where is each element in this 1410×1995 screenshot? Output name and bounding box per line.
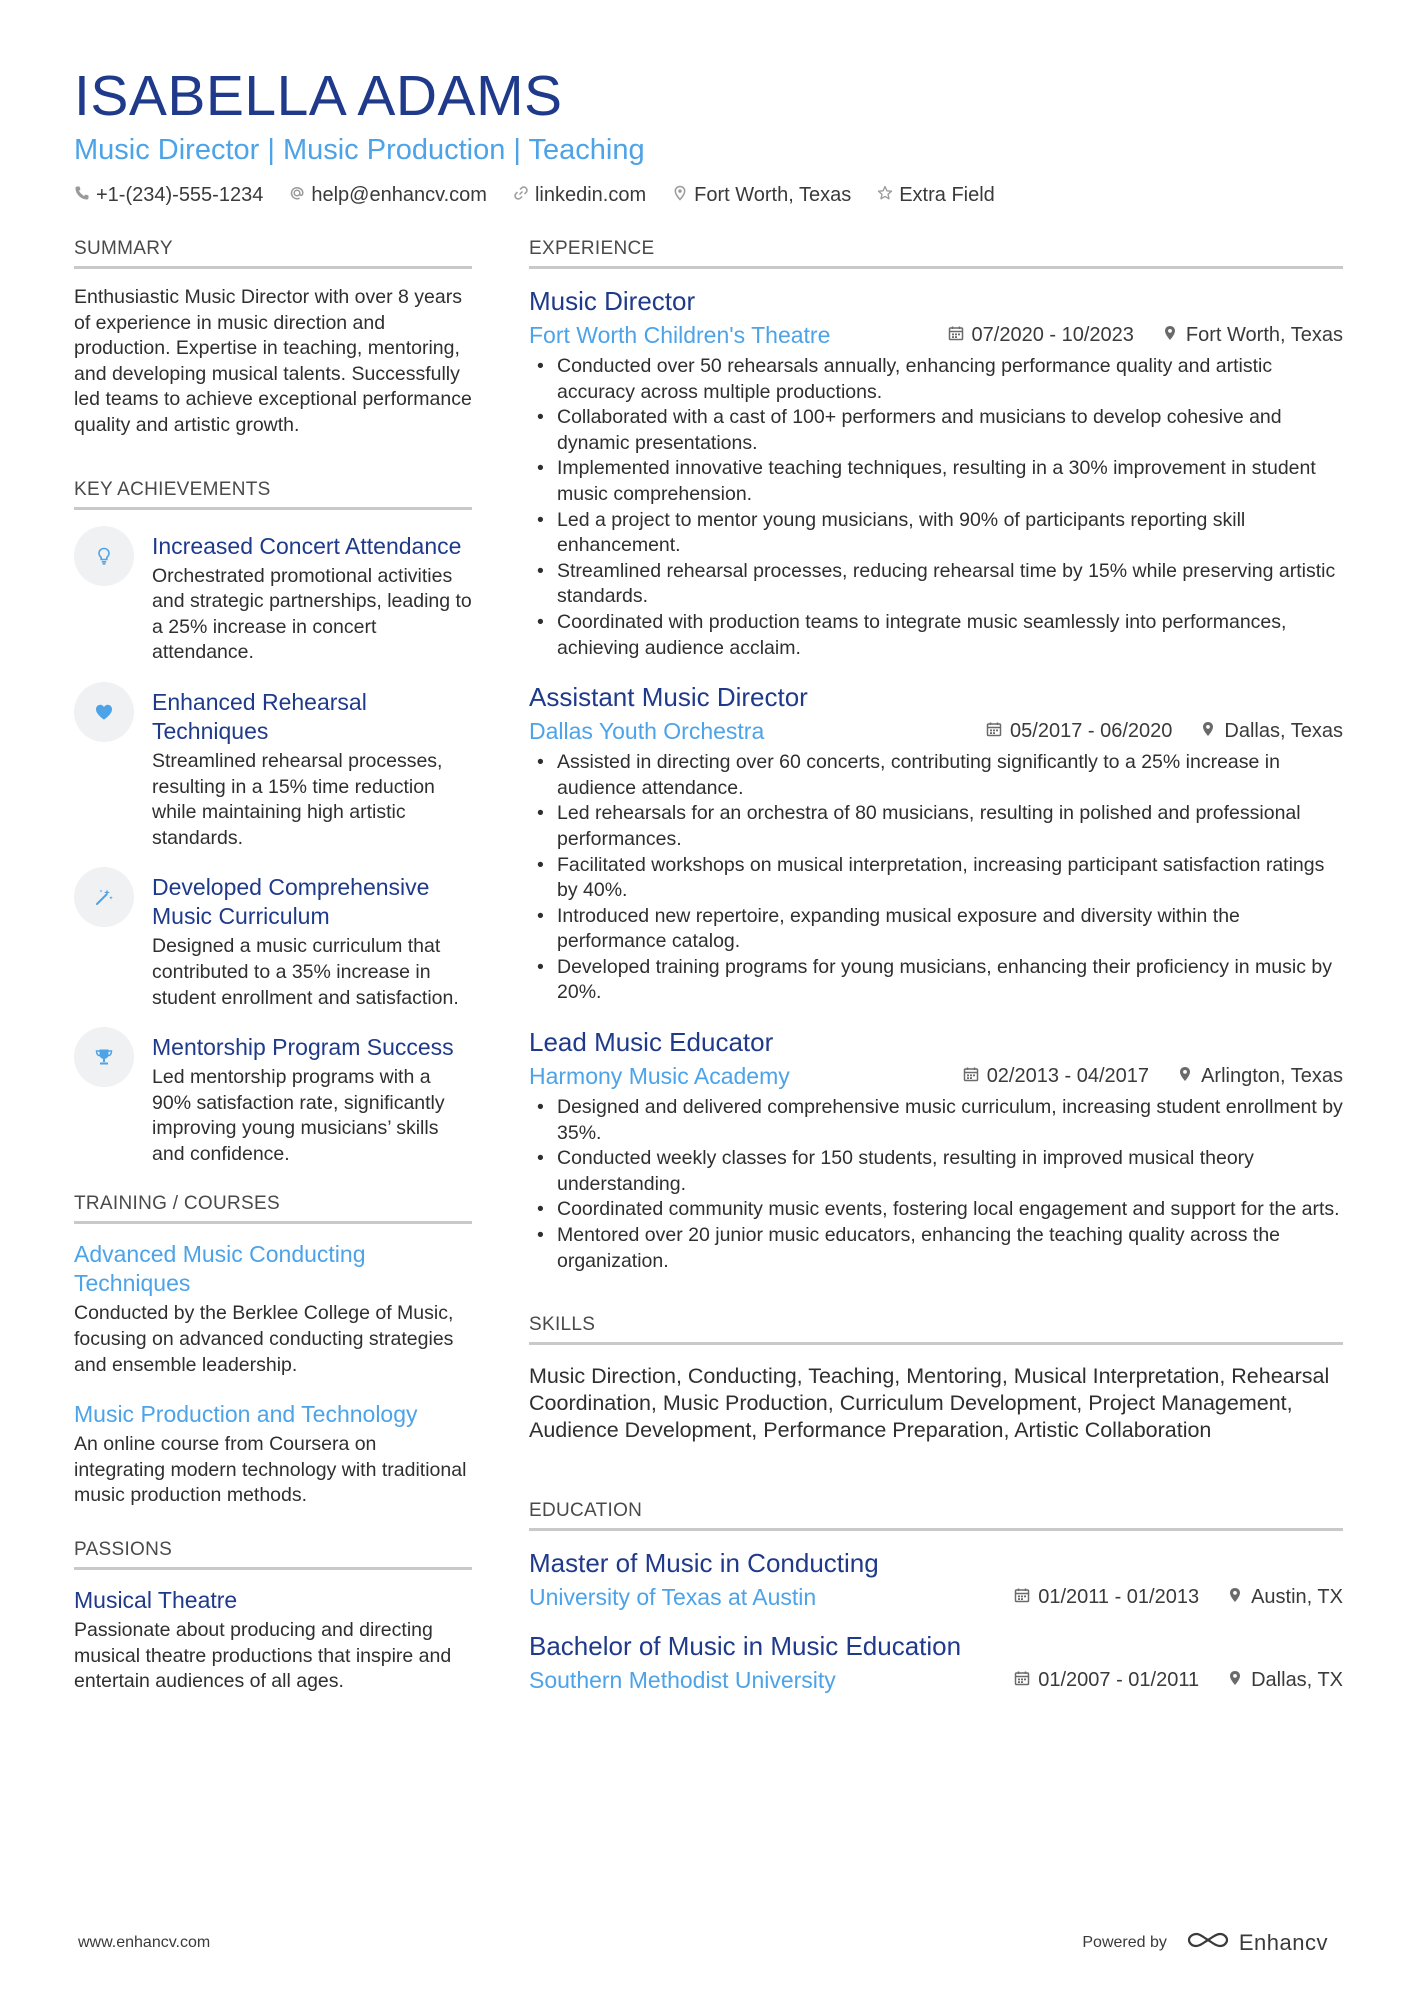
job-bullet: • Implemented innovative teaching techniques, resulting in a 30% improvement in student music comprehension. [529, 456, 1343, 507]
right-column [529, 238, 1343, 1737]
job-bullets [529, 750, 1343, 1006]
achievements-section [74, 479, 472, 1168]
job-meta [529, 717, 1343, 746]
extra-field-text: Extra Field [899, 184, 995, 206]
job-entry [529, 1026, 1343, 1274]
training-section [74, 1193, 472, 1509]
magic-wand-icon [74, 867, 134, 927]
calendar-icon [1014, 1669, 1030, 1692]
job-dates [986, 720, 1172, 743]
phone-icon [74, 184, 90, 207]
education-section [529, 1500, 1343, 1695]
passions-heading: PASSIONS [74, 1539, 472, 1570]
achievement-body [152, 532, 472, 666]
school-name: Southern Methodist University [529, 1667, 836, 1694]
location-pin-icon [672, 184, 688, 207]
achievement-item [74, 688, 472, 851]
course-text: An online course from Coursera on integrating modern technology with traditional music production methods. [74, 1433, 467, 1507]
job-bullet: • Conducted over 50 rehearsals annually, enhancing performance quality and artistic accuracy across multiple productions. [529, 354, 1343, 405]
education-location-text: Austin, TX [1251, 1586, 1343, 1609]
school-name: University of Texas at Austin [529, 1584, 817, 1611]
education-dates-text: 01/2007 - 01/2011 [1038, 1669, 1200, 1692]
job-bullet: • Conducted weekly classes for 150 students, resulting in improved musical theory understanding. [529, 1146, 1343, 1197]
summary-heading: SUMMARY [74, 238, 472, 269]
contact-linkedin[interactable] [513, 184, 646, 207]
experience-heading: EXPERIENCE [529, 238, 1343, 269]
calendar-icon [948, 324, 964, 347]
company-name: Dallas Youth Orchestra [529, 718, 765, 745]
powered-by [1082, 1928, 1328, 1958]
education-entry [529, 1547, 1343, 1612]
contact-extra [877, 184, 995, 207]
education-dates [1014, 1586, 1199, 1609]
achievement-body [152, 688, 472, 851]
left-column [74, 238, 472, 1735]
calendar-icon [986, 720, 1002, 743]
job-dates-text: 05/2017 - 06/2020 [1010, 720, 1173, 743]
infinity-logo-icon [1185, 1928, 1231, 1958]
job-bullet: • Collaborated with a cast of 100+ performers and musicians to develop cohesive and dynamic presentations. [529, 405, 1343, 456]
job-bullet: • Coordinated with production teams to integrate music seamlessly into performances, achieving audience acclaim. [529, 610, 1343, 661]
location-pin-icon [1227, 1669, 1243, 1692]
passions-section [74, 1539, 472, 1695]
education-location-text: Dallas, TX [1251, 1669, 1343, 1692]
course-item [74, 1400, 472, 1509]
job-bullet: • Mentored over 20 junior music educators, enhancing the teaching quality across the organization. [529, 1223, 1343, 1274]
achievements-heading: KEY ACHIEVEMENTS [74, 479, 472, 510]
job-dates-text: 07/2020 - 10/2023 [971, 324, 1134, 346]
education-meta [529, 1583, 1343, 1612]
education-location [1227, 1669, 1343, 1692]
achievement-text: Streamlined rehearsal processes, resulting in a 15% time reduction while maintaining high artistic standards. [152, 749, 443, 849]
job-title: Lead Music Educator [529, 1027, 774, 1058]
experience-section [529, 238, 1343, 1274]
achievement-title: Increased Concert Attendance [152, 532, 462, 559]
job-bullet: • Designed and delivered comprehensive music curriculum, increasing student enrollment by 35%. [529, 1095, 1343, 1146]
footer-url[interactable]: www.enhancv.com [78, 1934, 211, 1951]
achievement-title: Enhanced Rehearsal Techniques [152, 688, 367, 744]
passion-text: Passionate about producing and directing musical theatre productions that inspire and entertain audiences of all ages. [74, 1619, 452, 1693]
linkedin-text: linkedin.com [534, 184, 647, 206]
location-pin-icon [1177, 1065, 1193, 1088]
achievement-item [74, 1033, 472, 1167]
contact-location [672, 184, 851, 207]
company-name: Fort Worth Children's Theatre [529, 322, 831, 348]
resume-header [74, 62, 1344, 207]
candidate-name: ISABELLA ADAMS [74, 64, 563, 128]
job-meta [529, 1062, 1343, 1091]
location-text: Fort Worth, Texas [694, 184, 852, 206]
job-bullet: • Streamlined rehearsal processes, reducing rehearsal time by 15% while preserving artistic standards. [529, 559, 1343, 610]
achievement-item [74, 873, 472, 1011]
education-location [1227, 1586, 1343, 1609]
job-title: Music Director [529, 286, 696, 316]
achievement-text: Orchestrated promotional activities and strategic partnerships, leading to a 25% increase in concert attendance. [152, 564, 472, 664]
education-dates-text: 01/2011 - 01/2013 [1038, 1586, 1200, 1609]
job-dates-text: 02/2013 - 04/2017 [986, 1065, 1150, 1088]
job-dates [948, 324, 1134, 347]
job-location [1177, 1065, 1343, 1088]
contact-phone[interactable] [74, 184, 263, 207]
candidate-tagline: Music Director | Music Production | Teaching [74, 134, 645, 166]
job-dates [963, 1065, 1149, 1088]
job-location-text: Arlington, Texas [1201, 1065, 1343, 1088]
phone-text: +1-(234)-555-1234 [96, 184, 264, 206]
job-bullet: • Facilitated workshops on musical interpretation, increasing participant satisfaction ratings by 40%. [529, 853, 1343, 904]
job-bullet: • Led rehearsals for an orchestra of 80 musicians, resulting in polished and professional performances. [529, 801, 1343, 852]
education-entry [529, 1630, 1343, 1695]
achievement-body [152, 1033, 472, 1167]
job-entry [529, 285, 1343, 661]
job-bullets [529, 1095, 1343, 1274]
course-title: Music Production and Technology [74, 1401, 418, 1428]
education-dates [1014, 1669, 1199, 1692]
achievement-text: Led mentorship programs with a 90% satisfaction rate, significantly improving young musicians’ skills and confidence. [152, 1066, 445, 1165]
brand-name: Enhancv [1238, 1930, 1328, 1955]
location-pin-icon [1200, 720, 1216, 743]
education-heading: EDUCATION [529, 1500, 1343, 1531]
skills-heading: SKILLS [529, 1314, 1343, 1345]
degree-title: Master of Music in Conducting [529, 1548, 879, 1579]
job-meta [529, 321, 1343, 350]
at-sign-icon [289, 184, 305, 207]
page-footer [78, 1928, 1328, 1958]
passion-title: Musical Theatre [74, 1587, 238, 1614]
achievement-item [74, 532, 472, 666]
passion-item [74, 1586, 472, 1695]
skills-text: Music Direction, Conducting, Teaching, Mentoring, Musical Interpretation, Rehearsal Coordination, Music Production, Curriculum Development, Project Management, Audience Development, Performance Preparation, Artistic Collaboration [529, 1364, 1330, 1443]
course-title: Advanced Music Conducting Techniques [74, 1241, 366, 1297]
achievement-text: Designed a music curriculum that contributed to a 35% increase in student enrollment and satisfaction. [152, 935, 459, 1009]
job-entry [529, 681, 1343, 1006]
job-title: Assistant Music Director [529, 682, 808, 713]
calendar-icon [963, 1065, 979, 1088]
job-bullet: • Coordinated community music events, fostering local engagement and support for the arts. [529, 1197, 1343, 1223]
course-item [74, 1240, 472, 1378]
lightbulb-icon [74, 526, 134, 586]
training-heading: TRAINING / COURSES [74, 1193, 472, 1224]
location-pin-icon [1162, 324, 1178, 347]
powered-by-text: Powered by [1082, 1934, 1167, 1951]
email-text: help@enhancv.com [311, 184, 487, 206]
job-location-text: Dallas, Texas [1224, 720, 1343, 743]
star-icon [877, 184, 893, 207]
company-name: Harmony Music Academy [529, 1063, 790, 1090]
trophy-icon [74, 1027, 134, 1087]
summary-text: Enthusiastic Music Director with over 8 years of experience in music direction and production. Expertise in teaching, mentoring, and developing musical talents. Successfully led teams to achieve exceptional performance quality and artistic growth. [74, 286, 472, 436]
brand-logo[interactable] [1185, 1928, 1328, 1958]
job-location-text: Fort Worth, Texas [1185, 324, 1343, 346]
summary-section [74, 238, 472, 439]
contact-email[interactable] [289, 184, 487, 207]
job-location [1162, 324, 1343, 347]
achievement-body [152, 873, 472, 1011]
heart-icon [74, 682, 134, 742]
job-bullet: • Introduced new repertoire, expanding musical exposure and diversity within the performance catalog. [529, 904, 1343, 955]
job-bullet: • Led a project to mentor young musicians, with 90% of participants reporting skill enhancement. [529, 508, 1343, 559]
location-pin-icon [1227, 1586, 1243, 1609]
skills-section [529, 1314, 1343, 1444]
achievement-title: Mentorship Program Success [152, 1034, 454, 1061]
job-bullets [529, 354, 1343, 661]
degree-title: Bachelor of Music in Music Education [529, 1631, 962, 1662]
job-location [1200, 720, 1343, 743]
achievement-title: Developed Comprehensive Music Curriculum [152, 874, 430, 930]
course-text: Conducted by the Berklee College of Music, focusing on advanced conducting strategies and ensemble leadership. [74, 1302, 454, 1376]
calendar-icon [1014, 1586, 1030, 1609]
link-icon [513, 184, 529, 207]
job-bullet: • Assisted in directing over 60 concerts, contributing significantly to a 25% increase in audience attendance. [529, 750, 1343, 801]
job-bullet: • Developed training programs for young musicians, enhancing their proficiency in music by 20%. [529, 955, 1343, 1006]
contact-bar [74, 184, 1344, 207]
education-meta [529, 1666, 1343, 1695]
